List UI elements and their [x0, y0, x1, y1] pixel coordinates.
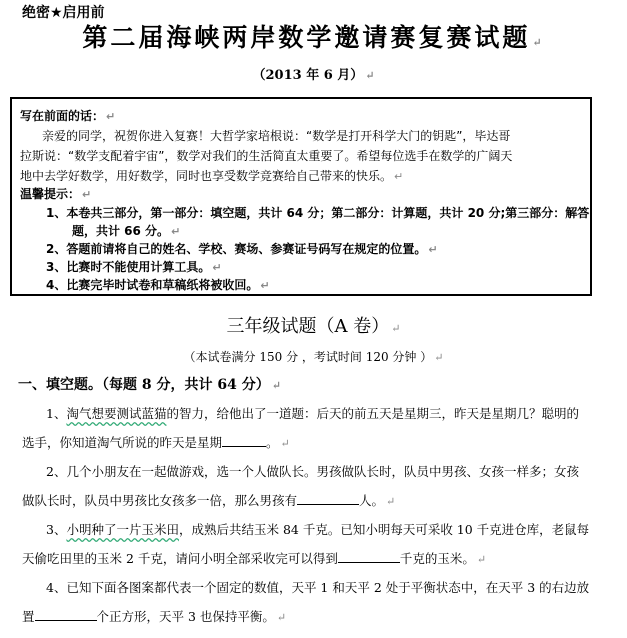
paragraph-mark-icon: ↵	[280, 437, 290, 450]
tip-item-continued: 题，共计 66 分。 ↵	[72, 224, 181, 238]
paragraph-mark-icon: ↵	[532, 36, 545, 49]
foreword-heading: 写在前面的话： ↵	[20, 109, 116, 123]
confidential-label: 绝密★启用前	[22, 5, 105, 21]
exam-title: 三年级试题（A 卷） ↵	[226, 316, 401, 337]
question-line: 选手，你知道淘气所说的昨天是星期 。 ↵	[22, 435, 290, 450]
question-line: 天偷吃田里的玉米 2 千克，请问小明全部采收完可以得到 千克的玉米。 ↵	[22, 551, 487, 566]
foreword-line: 拉斯说：“数学支配着宇宙”，数学对我们的生活简直太重要了。希望每位选手在数学的广阔天	[20, 149, 513, 163]
paragraph-mark-icon: ↵	[106, 110, 116, 123]
foreword-box	[10, 97, 592, 296]
question-line: 置 个正方形，天平 3 也保持平衡。 ↵	[22, 609, 287, 624]
paragraph-mark-icon: ↵	[386, 495, 396, 508]
paragraph-mark-icon: ↵	[212, 261, 222, 274]
question-line: 做队长时，队员中男孩比女孩多一倍，那么男孩有 人。 ↵	[22, 493, 396, 508]
answer-blank[interactable]	[222, 433, 266, 447]
question-line: 2、几个小朋友在一起做游戏，选一个人做队长。男孩做队长时，队员中男孩、女孩一样多；女孩	[46, 464, 579, 479]
question-line: 1、淘气想要测试蓝猫的智力，给他出了一道题：后天的前五天是星期三，昨天是星期几？聪明的	[46, 406, 579, 421]
paragraph-mark-icon: ↵	[434, 351, 444, 364]
exam-note: （本试卷满分 150 分 ，考试时间 120 分钟 ） ↵	[183, 350, 444, 364]
exam-date: （2013 年 6 月） ↵	[252, 68, 375, 83]
tip-item: 4、比赛完毕时试卷和草稿纸将被收回。 ↵	[46, 278, 270, 292]
paragraph-mark-icon: ↵	[260, 279, 270, 292]
foreword-line: 亲爱的同学，祝贺你进入复赛！大哲学家培根说：“数学是打开科学大门的钥匙”，毕达哥	[42, 129, 511, 143]
foreword-line: 地中去学好数学，用好数学，同时也享受数学竞赛给自己带来的快乐。 ↵	[20, 169, 404, 183]
paragraph-mark-icon: ↵	[82, 188, 92, 201]
answer-blank[interactable]	[35, 607, 97, 621]
question-line: 4、已知下面各图案都代表一个固定的数值，天平 1 和天平 2 处于平衡状态中，在天平 3 的右边放	[46, 580, 590, 595]
question-line: 3、小明种了一片玉米田，成熟后共结玉米 84 千克。已知小明每天可采收 10 千克进仓库，老鼠每	[46, 522, 590, 537]
answer-blank[interactable]	[338, 549, 400, 563]
paragraph-mark-icon: ↵	[476, 553, 487, 566]
tip-item: 2、答题前请将自己的姓名、学校、赛场、参赛证号码写在规定的位置。 ↵	[46, 242, 438, 256]
document-title: 第二届海峡两岸数学邀请赛复赛试题 ↵	[82, 23, 545, 52]
paragraph-mark-icon: ↵	[276, 611, 287, 624]
paragraph-mark-icon: ↵	[171, 225, 181, 238]
paragraph-mark-icon: ↵	[271, 379, 281, 392]
section-heading: 一、填空题。（每题 8 分，共计 64 分） ↵	[18, 377, 281, 393]
tip-item: 3、比赛时不能使用计算工具。 ↵	[46, 260, 222, 274]
paragraph-mark-icon: ↵	[391, 322, 401, 335]
answer-blank[interactable]	[297, 491, 359, 505]
paragraph-mark-icon: ↵	[394, 170, 404, 183]
tips-heading: 温馨提示： ↵	[20, 187, 92, 201]
paragraph-mark-icon: ↵	[365, 69, 375, 82]
paragraph-mark-icon: ↵	[428, 243, 438, 256]
tip-item: 1、本卷共三部分，第一部分：填空题，共计 64 分；第二部分：计算题，共计 20 分;第三部分：解答	[46, 206, 590, 220]
